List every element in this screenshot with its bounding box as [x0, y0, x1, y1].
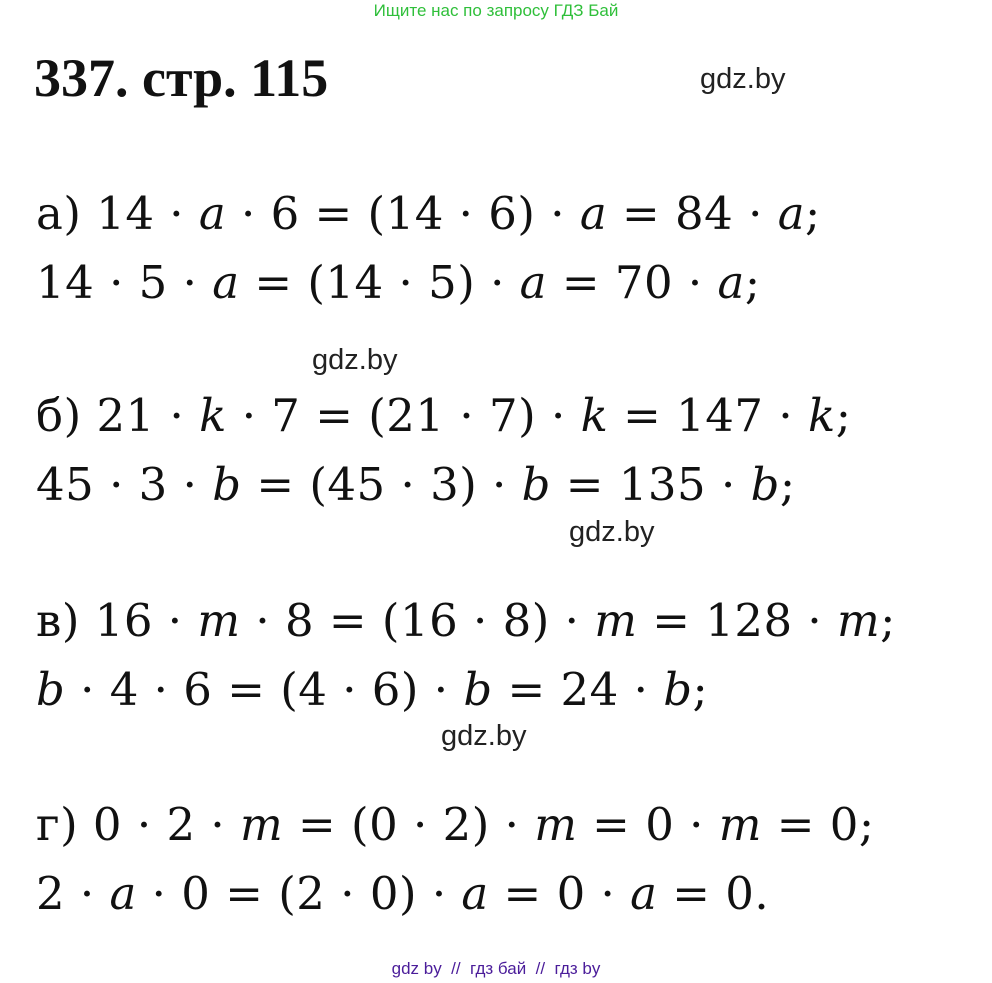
footer-watermark: gdz by // гдз бай // гдз by	[391, 959, 601, 978]
watermark: gdz.by	[569, 516, 655, 548]
watermark: gdz.by	[441, 720, 527, 752]
top-banner: Ищите нас по запросу ГДЗ Бай	[373, 1, 619, 20]
equation-line-a2: 14 · 5 · 𝑎 = (14 · 5) · 𝑎 = 70 · 𝑎;	[36, 256, 761, 309]
equation-line-a1: а) 14 · 𝑎 · 6 = (14 · 6) · 𝑎 = 84 · 𝑎;	[36, 187, 821, 240]
page-title: 337. стр. 115	[34, 48, 329, 108]
equation-line-g2: 2 · 𝑎 · 0 = (2 · 0) · 𝑎 = 0 · 𝑎 = 0.	[36, 867, 770, 920]
equation-line-v2: 𝑏 · 4 · 6 = (4 · 6) · 𝑏 = 24 · 𝑏;	[36, 663, 709, 716]
equation-line-b1: б) 21 · 𝑘 · 7 = (21 · 7) · 𝑘 = 147 · 𝑘;	[36, 389, 852, 442]
watermark: gdz.by	[700, 63, 786, 95]
equation-line-v1: в) 16 · 𝑚 · 8 = (16 · 8) · 𝑚 = 128 · 𝑚;	[36, 594, 896, 647]
equation-line-b2: 45 · 3 · 𝑏 = (45 · 3) · 𝑏 = 135 · 𝑏;	[36, 458, 796, 511]
watermark: gdz.by	[312, 344, 398, 376]
equation-line-g1: г) 0 · 2 · 𝑚 = (0 · 2) · 𝑚 = 0 · 𝑚 = 0;	[36, 798, 875, 851]
